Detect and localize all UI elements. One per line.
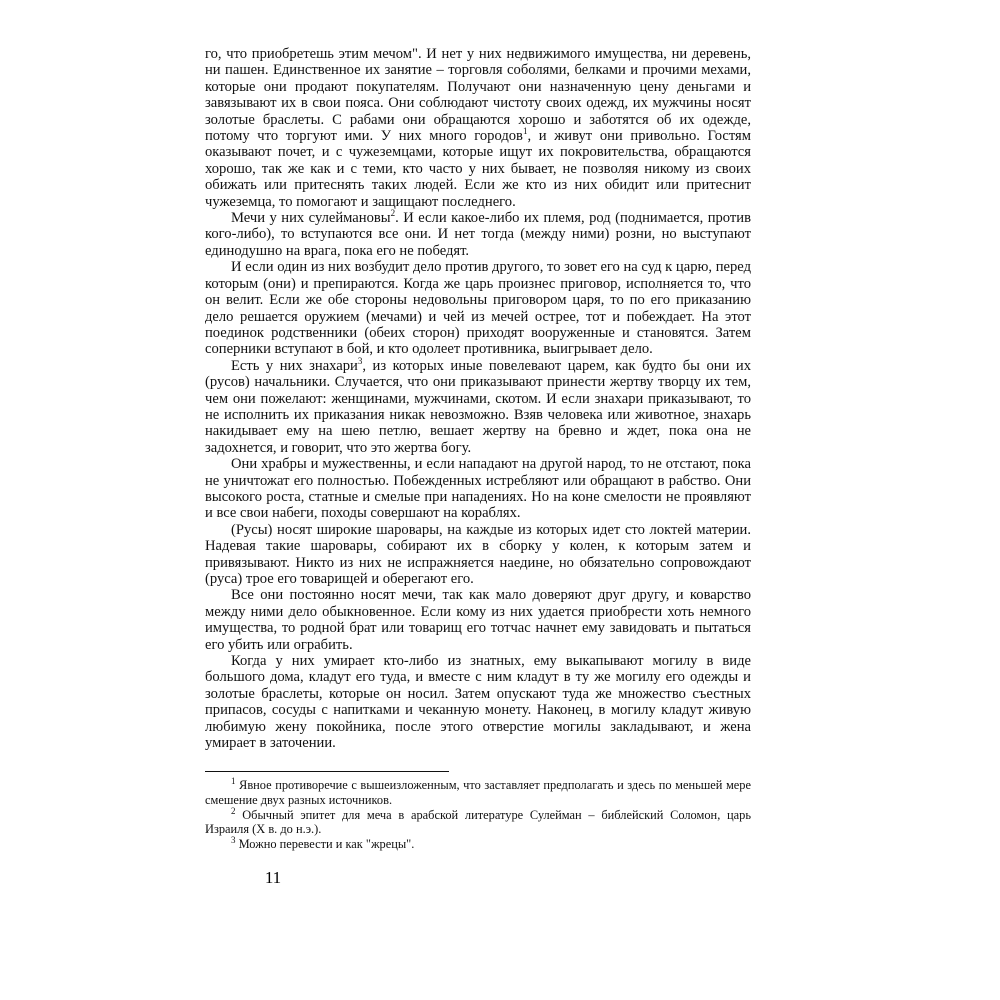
paragraph-text: Когда у них умирает кто-либо из знатных, ему выкапывают могилу в виде большого дома, кладут его туда, и вместе с ним кладут в ту же могилу его одежды и золотые браслеты, которые он носил. Затем опускают туда же множество съестных припасов, сосуды с напитками и чеканную монету. Наконец, в могилу кладут живую любимую жену покойника, после этого отверстие могилы закладывают, и жена умирает в заточении. [205, 653, 751, 752]
paragraph-text: го, что приобретешь этим мечом". И нет у них недвижимого имущества, ни деревень, ни пашен. Единственное их занятие – торговля соболями, белками и прочими мехами, которые они продают покупателям. Получают они назначенную цену деньгами и завязывают их в свои пояса. Они соблюдают чистоту своих одежд, их мужчины носят золотые браслеты. С рабами они обращаются хорошо и заботятся об их одежде, потому что торгуют ими. У них много городов [205, 46, 751, 145]
paragraph-text: Мечи у них сулеймановы [231, 210, 391, 227]
footnote-text: Обычный эпитет для меча в арабской литературе Сулейман – библейский Соломон, царь Израиля (X в. до н.э.). [205, 807, 751, 837]
paragraph-text: Есть у них знахари [231, 357, 358, 374]
paragraph-text: (Русы) носят широкие шаровары, на каждые из которых идет сто локтей материи. Надевая такие шаровары, собирают их в сборку у колен, к которым затем и привязывают. Никто из них не испражняется наедине, но обязательно сопровождают (руса) трое его товарищей и оберегают его. [205, 521, 751, 587]
paragraph [205, 355, 751, 456]
paragraph-text: . И если какое-либо их племя, род (поднимается, против кого-либо), то вступаются все они. И нет тогда (между ними) розни, но выступают единодушно на врага, пока его не победят. [205, 210, 751, 259]
footnote-text: Явное противоречие с вышеизложенным, что заставляет предполагать и здесь по меньшей мере смешение двух разных источников. [205, 778, 751, 808]
paragraph [205, 653, 751, 751]
footnotes [205, 778, 751, 851]
paragraph [205, 456, 751, 522]
book-page [205, 46, 751, 851]
paragraph [205, 46, 751, 210]
paragraph-text: , из которых иные повелевают царем, как будто бы они их (русов) начальники. Случается, что они приказывают принести жертву творцу их тем, чем они пожелают: женщинами, мужчинами, скотом. И если знахари приказывают, то не исполнить их приказания никак невозможно. Взяв человека или животное, знахарь накидывает ему на шею петлю, вешает жертву на бревно и ждет, пока она не задохнется, и говорит, что это жертва богу. [205, 357, 751, 456]
paragraph-text: И если один из них возбудит дело против другого, то зовет его на суд к царю, перед которым (они) и препираются. Когда же царь произнес приговор, исполняется то, что он велит. Если же обе стороны недовольны приговором царя, то по его приказанию дело решается оружием (мечами) и чей из мечей острее, тот и побеждает. На этот поединок родственники (обеих сторон) приходят вооруженные и становятся. Затем соперники вступают в бой, и кто одолеет противника, выигрывает дело. [205, 259, 751, 358]
paragraph [205, 259, 751, 357]
paragraph [205, 522, 751, 588]
footnote-text: Можно перевести и как "жрецы". [235, 836, 415, 851]
paragraph-text: , и живут они привольно. Гостям оказывают почет, и с чужеземцами, которые ищут их покровительства, обращаются хорошо, так же как и с теми, кто часто у них бывает, не позволяя никому из своих обижать или притеснять таких людей. Если же кто из них обидит или притеснит чужеземца, то помогают и защищают последнего. [205, 128, 751, 210]
footnote-number: 1 [231, 776, 236, 787]
paragraph-text: Они храбры и мужественны, и если нападают на другой народ, то не отстают, пока не уничтожат его полностью. Побежденных истребляют или обращают в рабство. Они высокого роста, статные и смелые при нападениях. Но на коне смелости не проявляют и все свои набеги, походы совершают на кораблях. [205, 456, 751, 522]
paragraph [205, 587, 751, 653]
page-number: 11 [264, 868, 282, 887]
footnote-ref: 2 [390, 208, 396, 219]
footnote [205, 834, 751, 852]
footnote-rule [205, 771, 449, 772]
footnote [205, 778, 751, 807]
footnote-ref: 3 [357, 355, 363, 366]
footnote-ref: 1 [522, 126, 528, 137]
paragraph [205, 210, 751, 259]
footnote-number: 2 [231, 805, 236, 816]
paragraph-text: Все они постоянно носят мечи, так как мало доверяют друг другу, и коварство между ними дело обыкновенное. Если кому из них удается приобрести хоть немного имущества, то родной брат или товарищ его тотчас начнет ему завидовать и пытаться его убить или ограбить. [205, 587, 751, 653]
main-text [205, 46, 751, 751]
footnote-number: 3 [231, 834, 236, 845]
footnote [205, 805, 751, 837]
